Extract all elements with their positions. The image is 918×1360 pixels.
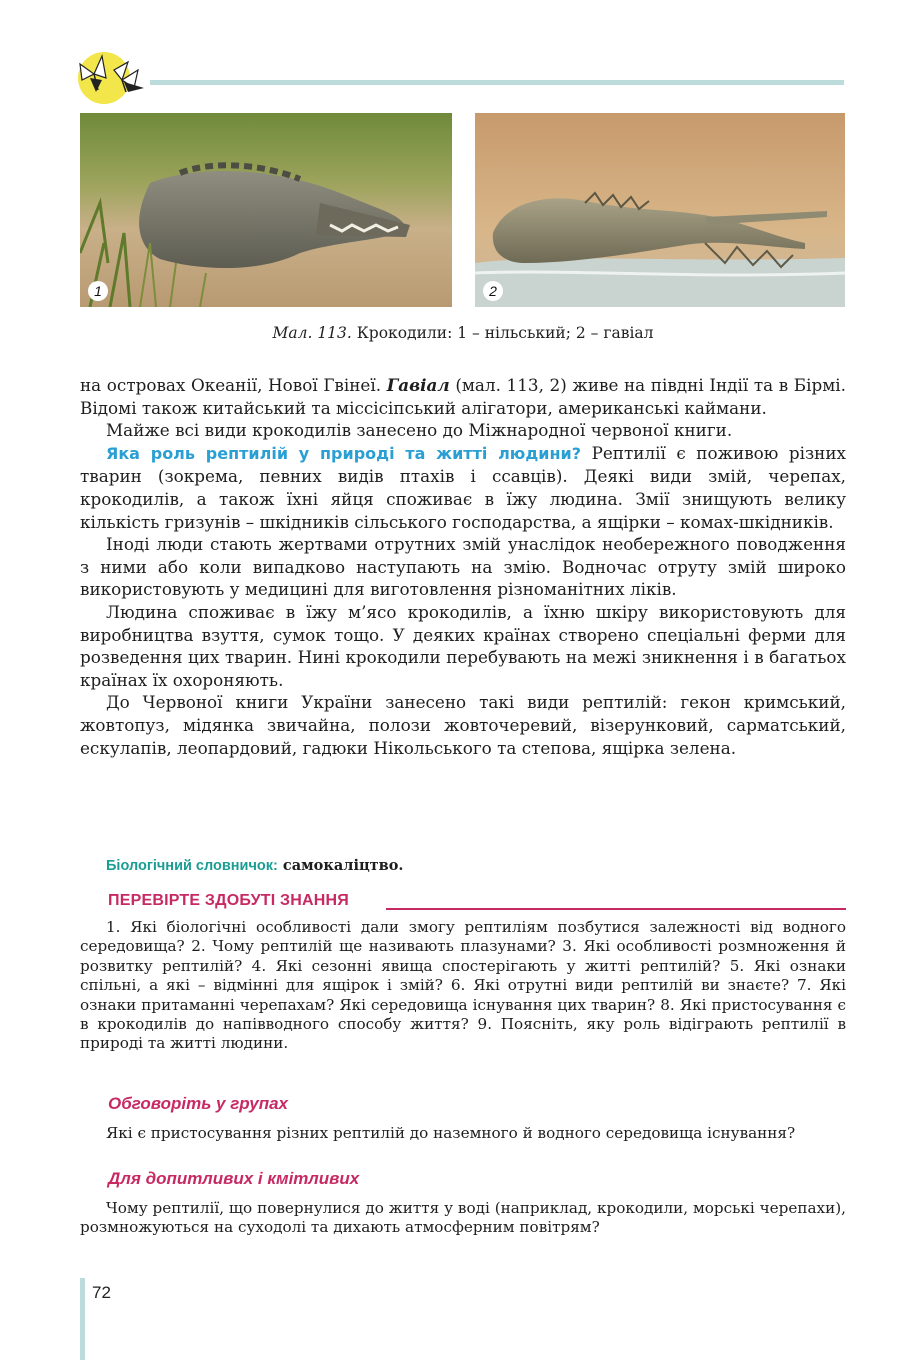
check-heading: ПЕРЕВІРТЕ ЗДОБУТІ ЗНАННЯ bbox=[108, 892, 349, 909]
photo-number: 2 bbox=[483, 281, 503, 301]
discuss-heading: Обговоріть у групах bbox=[108, 1094, 288, 1113]
text-run: Рептилії є поживою різних тварин (зокрема, певних видів птахів і ссавців). Деякі види змій, черепах, крокодилів, а також їхні яйця споживає в їжу людина. Змії знищують велику кількість гризунів – шкідників сільського господарства, а ящірки – комах-шкідників. bbox=[80, 442, 846, 532]
page-margin-bar bbox=[80, 1278, 85, 1360]
check-heading-rule bbox=[386, 908, 846, 910]
curious-text bbox=[80, 1199, 846, 1238]
paragraph: Чому рептилії, що повернулися до життя у воді (наприклад, крокодили, морські черепахи), розмножуються на суходолі та дихають атмосферним повітрям? bbox=[80, 1199, 846, 1237]
section-question: Яка роль рептилій у природі та житті людини? bbox=[106, 443, 582, 463]
photo-number: 1 bbox=[88, 281, 108, 301]
glossary-term: самокаліцтво. bbox=[277, 857, 404, 874]
caption-label: Мал. 113. bbox=[272, 324, 352, 342]
discuss-text bbox=[80, 1124, 846, 1143]
caption-text: Крокодили: 1 – нільський; 2 – гавіал bbox=[351, 324, 654, 342]
nile-crocodile-photo bbox=[80, 113, 452, 307]
paragraph: Майже всі види крокодилів занесено до Міжнародної червоної книги. bbox=[106, 420, 733, 441]
check-questions bbox=[80, 918, 846, 1054]
header-rule bbox=[150, 80, 844, 85]
figure-caption bbox=[80, 324, 846, 342]
main-text bbox=[80, 374, 846, 759]
curious-heading: Для допитливих і кмітливих bbox=[108, 1169, 360, 1188]
paragraph bbox=[80, 374, 846, 419]
paragraph: Які є пристосування різних рептилій до наземного й водного середовища існування? bbox=[106, 1124, 796, 1142]
text-run: на островах Океанії, Нової Гвінеї. bbox=[80, 375, 387, 395]
paragraph: До Червоної книги України занесено такі види рептилій: гекон кримський, жовтопуз, мідянка звичайна, полози жовточеревий, візерунковий, сарматський, ескулапів, леопардовий, гадюки Нікольського та степова, ящірка зелена. bbox=[80, 692, 846, 758]
paragraph: Іноді люди стають жертвами отрутних змій унаслідок необережного поводження з ними або коли випадково наступають на змію. Водночас отруту змій широко використовують у медицині для виготовлення різноманітних ліків. bbox=[80, 534, 846, 600]
paragraph: 1. Які біологічні особливості дали змогу рептиліям позбутися залежності від водного середовища? 2. Чому рептилій ще називають плазунами? 3. Які особливості розмноження й розвитку рептилій? 4. Які сезонні явища спостерігають у житті рептилій? 5. Які ознаки спільні, а які – відмінні для ящірок і змій? 6. Які отрутні види рептилій ви знаєте? 7. Які ознаки притаманні черепахам? Які середовища існування цих тварин? 8. Які пристосування є в крокодилів до напівводного способу життя? 9. Поясніть, яку роль відіграють рептилії в природі та житті людини. bbox=[80, 918, 846, 1053]
term-gharial: Гавіал bbox=[386, 375, 450, 395]
page-number: 72 bbox=[92, 1283, 111, 1302]
paragraph bbox=[80, 442, 846, 533]
paragraph: Людина споживає в їжу м’ясо крокодилів, а їхню шкіру використовують для виробництва взуття, сумок тощо. У деяких країнах створено спеціальні ферми для розведення цих тварин. Нині крокодили перебувають на межі зникнення і в багатьох країнах їх охороняють. bbox=[80, 601, 846, 690]
gharial-photo bbox=[475, 113, 845, 307]
glossary-label: Біологічний словничок: bbox=[106, 858, 278, 874]
glossary bbox=[106, 857, 403, 874]
butterflies-icon bbox=[72, 48, 152, 106]
text-run: (мал. 113, 2) живе на півдні Індії та в Бірмі. Відомі також китайський та міссісіпський алігатори, американські каймани. bbox=[80, 375, 846, 418]
